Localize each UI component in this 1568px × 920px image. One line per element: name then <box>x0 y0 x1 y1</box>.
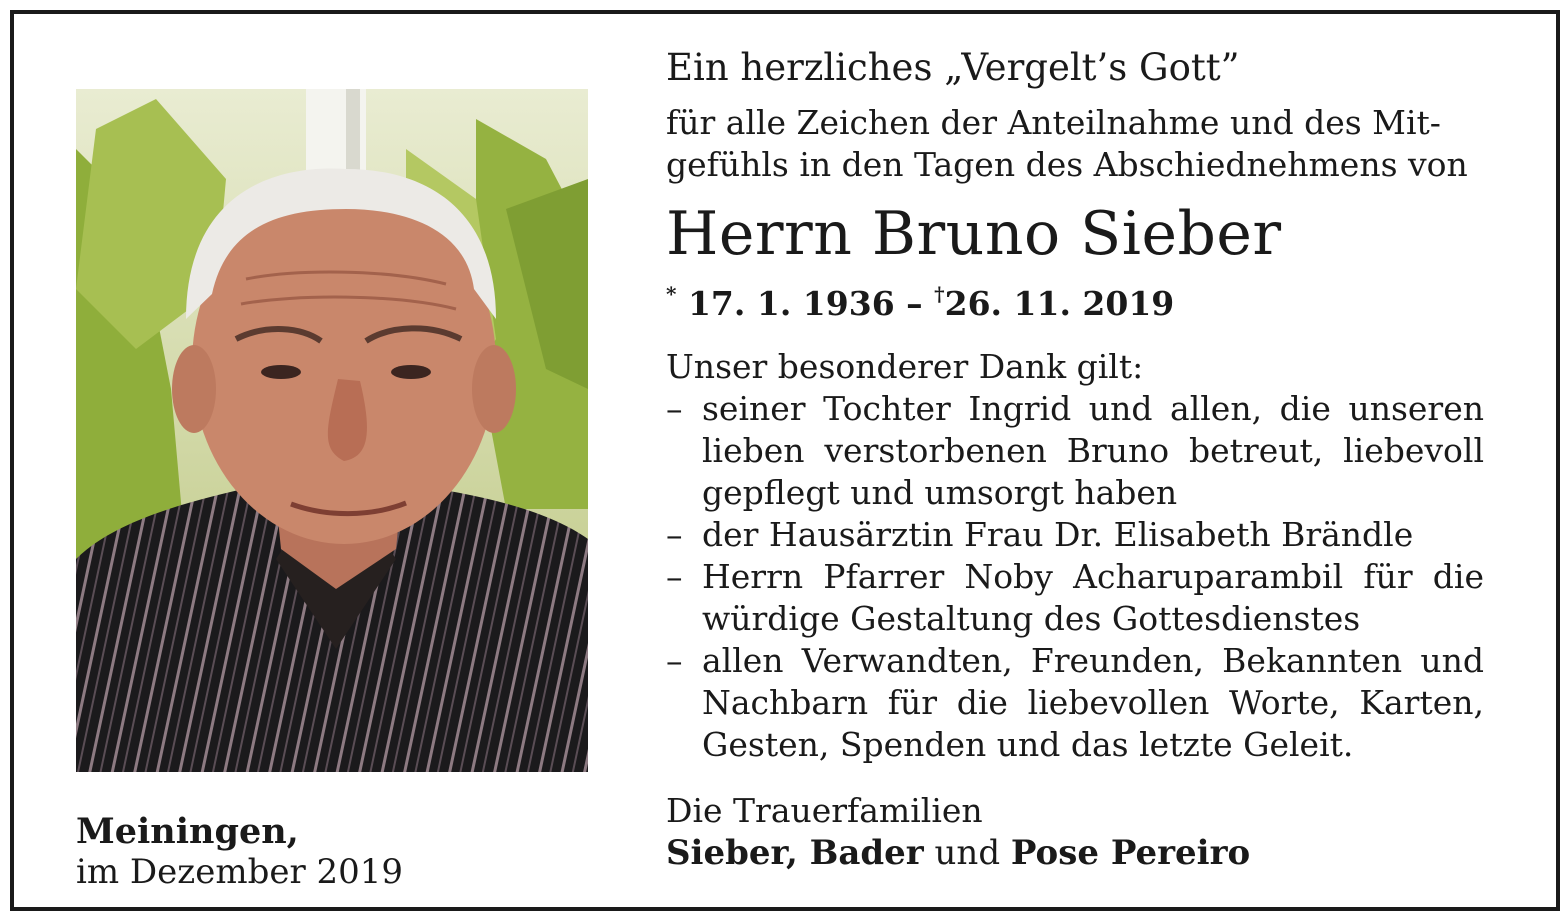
place-label: Meiningen, <box>76 811 299 852</box>
death-mark: † <box>934 282 945 306</box>
list-dash: – <box>666 641 683 680</box>
portrait-photo-icon <box>76 89 588 772</box>
portrait-photo <box>76 89 588 772</box>
headline: Ein herzliches „Vergelt’s Gott” <box>666 46 1240 89</box>
date-label: im Dezember 2019 <box>76 852 404 892</box>
list-item-text: allen Verwandten, Freunden, Bekannten und Nachbarn für die liebevollen Worte, Karten, Gesten, Spenden und das letzte Geleit. <box>702 641 1484 764</box>
thanks-heading: Unser besonderer Dank gilt: <box>666 347 1144 386</box>
list-dash: – <box>666 515 683 554</box>
list-item <box>666 640 1484 766</box>
list-item-text: Herrn Pfarrer Noby Acharuparambil für die würdige Gestaltung des Gottesdienstes <box>702 557 1484 638</box>
list-item <box>666 514 1484 556</box>
list-item-text: der Hausärztin Frau Dr. Elisabeth Brändle <box>702 515 1414 554</box>
notice-text-column <box>666 44 1484 874</box>
family-conjunction: und <box>934 833 1001 873</box>
birth-mark: * <box>666 282 677 306</box>
list-item <box>666 388 1484 514</box>
family-names <box>666 832 1484 874</box>
intro-line: gefühls in den Tagen des Abschiednehmens von <box>666 145 1468 184</box>
list-item <box>666 556 1484 640</box>
death-date: 26. 11. 2019 <box>944 284 1175 323</box>
family-name-part2: Pose Pereiro <box>1010 833 1251 873</box>
birth-date: 17. 1. 1936 <box>687 284 895 323</box>
list-dash: – <box>666 557 683 596</box>
intro-paragraph <box>666 102 1484 186</box>
obituary-card <box>10 10 1560 911</box>
life-dates <box>666 274 1484 326</box>
list-dash: – <box>666 389 683 428</box>
list-item-text: seiner Tochter Ingrid und allen, die unseren lieben verstorbenen Bruno betreut, liebevoll gepflegt und umsorgt haben <box>702 389 1484 512</box>
intro-line: für alle Zeichen der Anteilnahme und des Mit- <box>666 103 1441 142</box>
family-label: Die Trauerfamilien <box>666 791 983 830</box>
deceased-name: Herrn Bruno Sieber <box>666 199 1282 269</box>
thanks-list <box>666 388 1484 766</box>
date-separator: – <box>906 284 923 323</box>
family-name-part1: Sieber, Bader <box>666 833 924 873</box>
